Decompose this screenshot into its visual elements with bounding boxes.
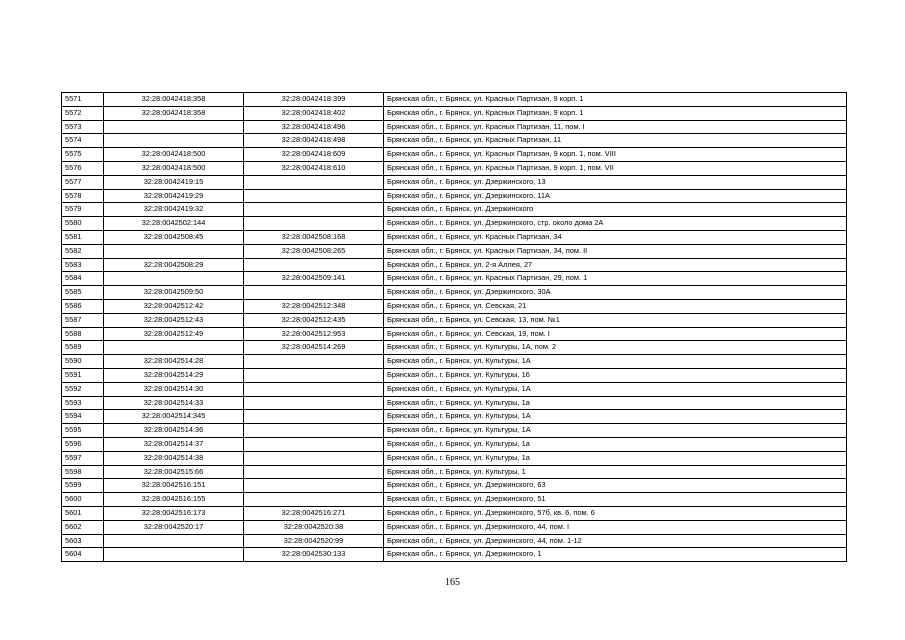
- address-cell: Брянская обл., г. Брянск, ул. Культуры, 1а: [384, 437, 847, 451]
- table-row: [62, 272, 847, 286]
- row-number-cell: 5578: [62, 189, 104, 203]
- row-number-cell: 5595: [62, 424, 104, 438]
- table-row: [62, 437, 847, 451]
- table-row: [62, 299, 847, 313]
- address-cell: Брянская обл., г. Брянск, ул. Дзержинского, 63: [384, 479, 847, 493]
- address-cell: Брянская обл., г. Брянск, ул. Дзержинского, стр. около дома 2А: [384, 217, 847, 231]
- cadastral-number-cell: 32:28:0042508:45: [104, 230, 244, 244]
- table-row: [62, 368, 847, 382]
- cadastral-number-cell: 32:28:0042514:37: [104, 437, 244, 451]
- address-cell: Брянская обл., г. Брянск, ул. Красных Партизан, 9 корп. 1: [384, 93, 847, 107]
- row-number-cell: 5601: [62, 506, 104, 520]
- row-number-cell: 5603: [62, 534, 104, 548]
- row-number-cell: 5594: [62, 410, 104, 424]
- row-number-cell: 5575: [62, 148, 104, 162]
- object-cadastral-number-cell: 32:28:0042418:402: [244, 106, 384, 120]
- cadastral-number-cell: 32:28:0042509:50: [104, 286, 244, 300]
- table-row: [62, 230, 847, 244]
- cadastral-number-cell: 32:28:0042418:500: [104, 161, 244, 175]
- table-row: [62, 382, 847, 396]
- page-number: 165: [445, 577, 460, 588]
- cadastral-number-cell: 32:28:0042502:144: [104, 217, 244, 231]
- address-cell: Брянская обл., г. Брянск, ул. Дзержинского, 30А: [384, 286, 847, 300]
- row-number-cell: 5591: [62, 368, 104, 382]
- cadastral-number-cell: 32:28:0042419:15: [104, 175, 244, 189]
- cadastral-number-cell: 32:28:0042520:17: [104, 520, 244, 534]
- object-cadastral-number-cell: [244, 217, 384, 231]
- cadastral-number-cell: 32:28:0042419:29: [104, 189, 244, 203]
- table-row: [62, 355, 847, 369]
- table-row: [62, 493, 847, 507]
- row-number-cell: 5574: [62, 134, 104, 148]
- object-cadastral-number-cell: [244, 382, 384, 396]
- row-number-cell: 5572: [62, 106, 104, 120]
- object-cadastral-number-cell: [244, 465, 384, 479]
- table-row: [62, 327, 847, 341]
- row-number-cell: 5586: [62, 299, 104, 313]
- cadastral-number-cell: 32:28:0042419:32: [104, 203, 244, 217]
- table-row: [62, 258, 847, 272]
- address-cell: Брянская обл., г. Брянск, ул. Дзержинского, 11А: [384, 189, 847, 203]
- cadastral-number-cell: 32:28:0042512:49: [104, 327, 244, 341]
- cadastral-number-cell: [104, 134, 244, 148]
- address-cell: Брянская обл., г. Брянск, ул. Культуры, 1а: [384, 396, 847, 410]
- object-cadastral-number-cell: 32:28:0042418:610: [244, 161, 384, 175]
- object-cadastral-number-cell: [244, 189, 384, 203]
- cadastral-number-cell: 32:28:0042514:36: [104, 424, 244, 438]
- cadastral-number-cell: 32:28:0042418:358: [104, 93, 244, 107]
- object-cadastral-number-cell: [244, 203, 384, 217]
- cadastral-number-cell: 32:28:0042515:66: [104, 465, 244, 479]
- address-cell: Брянская обл., г. Брянск, ул. Дзержинского: [384, 203, 847, 217]
- address-cell: Брянская обл., г. Брянск, ул. Красных Партизан, 34, пом. II: [384, 244, 847, 258]
- table-row: [62, 424, 847, 438]
- table-row: [62, 313, 847, 327]
- table-row: [62, 465, 847, 479]
- row-number-cell: 5579: [62, 203, 104, 217]
- table-row: [62, 161, 847, 175]
- row-number-cell: 5581: [62, 230, 104, 244]
- row-number-cell: 5589: [62, 341, 104, 355]
- address-cell: Брянская обл., г. Брянск, ул. Красных Партизан, 34: [384, 230, 847, 244]
- cadastral-number-cell: 32:28:0042418:500: [104, 148, 244, 162]
- object-cadastral-number-cell: [244, 396, 384, 410]
- address-cell: Брянская обл., г. Брянск, ул. Красных Партизан, 11: [384, 134, 847, 148]
- cadastral-number-cell: 32:28:0042514:29: [104, 368, 244, 382]
- object-cadastral-number-cell: [244, 437, 384, 451]
- address-cell: Брянская обл., г. Брянск, ул. 2-я Аллея, 27: [384, 258, 847, 272]
- cadastral-number-cell: [104, 272, 244, 286]
- table-row: [62, 506, 847, 520]
- cadastral-number-cell: 32:28:0042516:151: [104, 479, 244, 493]
- address-cell: Брянская обл., г. Брянск, ул. Дзержинского, 57б, кв. 6, пом. 6: [384, 506, 847, 520]
- object-cadastral-number-cell: 32:28:0042516:271: [244, 506, 384, 520]
- object-cadastral-number-cell: 32:28:0042512:348: [244, 299, 384, 313]
- table-row: [62, 148, 847, 162]
- object-cadastral-number-cell: [244, 355, 384, 369]
- object-cadastral-number-cell: 32:28:0042530:133: [244, 548, 384, 562]
- row-number-cell: 5600: [62, 493, 104, 507]
- address-cell: Брянская обл., г. Брянск, ул. Красных Партизан, 29, пом. 1: [384, 272, 847, 286]
- address-cell: Брянская обл., г. Брянск, ул. Культуры, 1А: [384, 424, 847, 438]
- object-cadastral-number-cell: [244, 424, 384, 438]
- row-number-cell: 5582: [62, 244, 104, 258]
- cadastral-number-cell: 32:28:0042516:173: [104, 506, 244, 520]
- object-cadastral-number-cell: 32:28:0042418:609: [244, 148, 384, 162]
- object-cadastral-number-cell: 32:28:0042418:496: [244, 120, 384, 134]
- object-cadastral-number-cell: 32:28:0042520:99: [244, 534, 384, 548]
- registry-table-body: [62, 93, 847, 562]
- object-cadastral-number-cell: 32:28:0042520:38: [244, 520, 384, 534]
- address-cell: Брянская обл., г. Брянск, ул. Культуры, 1А: [384, 382, 847, 396]
- object-cadastral-number-cell: 32:28:0042514:269: [244, 341, 384, 355]
- cadastral-number-cell: 32:28:0042514:345: [104, 410, 244, 424]
- cadastral-number-cell: 32:28:0042508:29: [104, 258, 244, 272]
- row-number-cell: 5571: [62, 93, 104, 107]
- object-cadastral-number-cell: 32:28:0042418:498: [244, 134, 384, 148]
- object-cadastral-number-cell: 32:28:0042418:399: [244, 93, 384, 107]
- table-row: [62, 106, 847, 120]
- table-row: [62, 189, 847, 203]
- table-row: [62, 451, 847, 465]
- object-cadastral-number-cell: [244, 175, 384, 189]
- object-cadastral-number-cell: 32:28:0042512:435: [244, 313, 384, 327]
- row-number-cell: 5576: [62, 161, 104, 175]
- address-cell: Брянская обл., г. Брянск, ул. Севская, 19, пом. I: [384, 327, 847, 341]
- cadastral-number-cell: 32:28:0042514:33: [104, 396, 244, 410]
- row-number-cell: 5598: [62, 465, 104, 479]
- cadastral-number-cell: [104, 244, 244, 258]
- row-number-cell: 5596: [62, 437, 104, 451]
- table-row: [62, 244, 847, 258]
- row-number-cell: 5583: [62, 258, 104, 272]
- cadastral-number-cell: 32:28:0042514:30: [104, 382, 244, 396]
- table-row: [62, 217, 847, 231]
- table-row: [62, 203, 847, 217]
- address-cell: Брянская обл., г. Брянск, ул. Красных Партизан, 9 корп. 1, пом. VII: [384, 161, 847, 175]
- address-cell: Брянская обл., г. Брянск, ул. Культуры, 1а: [384, 451, 847, 465]
- table-row: [62, 548, 847, 562]
- table-row: [62, 286, 847, 300]
- row-number-cell: 5577: [62, 175, 104, 189]
- object-cadastral-number-cell: [244, 258, 384, 272]
- object-cadastral-number-cell: 32:28:0042509:141: [244, 272, 384, 286]
- address-cell: Брянская обл., г. Брянск, ул. Дзержинского, 44, пом. I: [384, 520, 847, 534]
- table-row: [62, 341, 847, 355]
- address-cell: Брянская обл., г. Брянск, ул. Культуры, 16: [384, 368, 847, 382]
- address-cell: Брянская обл., г. Брянск, ул. Дзержинского, 13: [384, 175, 847, 189]
- row-number-cell: 5588: [62, 327, 104, 341]
- table-row: [62, 520, 847, 534]
- table-row: [62, 534, 847, 548]
- address-cell: Брянская обл., г. Брянск, ул. Культуры, 1А: [384, 355, 847, 369]
- cadastral-number-cell: [104, 548, 244, 562]
- object-cadastral-number-cell: [244, 493, 384, 507]
- cadastral-number-cell: [104, 341, 244, 355]
- address-cell: Брянская обл., г. Брянск, ул. Дзержинского, 51: [384, 493, 847, 507]
- row-number-cell: 5602: [62, 520, 104, 534]
- row-number-cell: 5593: [62, 396, 104, 410]
- row-number-cell: 5585: [62, 286, 104, 300]
- address-cell: Брянская обл., г. Брянск, ул. Севская, 21: [384, 299, 847, 313]
- address-cell: Брянская обл., г. Брянск, ул. Красных Партизан, 9 корп. 1: [384, 106, 847, 120]
- row-number-cell: 5604: [62, 548, 104, 562]
- row-number-cell: 5597: [62, 451, 104, 465]
- address-cell: Брянская обл., г. Брянск, ул. Красных Партизан, 11, пом. I: [384, 120, 847, 134]
- table-row: [62, 175, 847, 189]
- address-cell: Брянская обл., г. Брянск, ул. Севская, 13, пом. №1: [384, 313, 847, 327]
- row-number-cell: 5580: [62, 217, 104, 231]
- row-number-cell: 5592: [62, 382, 104, 396]
- address-cell: Брянская обл., г. Брянск, ул. Дзержинского, 44, пом. 1-12: [384, 534, 847, 548]
- row-number-cell: 5587: [62, 313, 104, 327]
- cadastral-number-cell: 32:28:0042516:155: [104, 493, 244, 507]
- cadastral-number-cell: 32:28:0042512:43: [104, 313, 244, 327]
- object-cadastral-number-cell: 32:28:0042512:953: [244, 327, 384, 341]
- object-cadastral-number-cell: [244, 368, 384, 382]
- row-number-cell: 5599: [62, 479, 104, 493]
- row-number-cell: 5573: [62, 120, 104, 134]
- table-row: [62, 134, 847, 148]
- cadastral-number-cell: [104, 120, 244, 134]
- object-cadastral-number-cell: [244, 410, 384, 424]
- object-cadastral-number-cell: 32:28:0042508:168: [244, 230, 384, 244]
- table-row: [62, 120, 847, 134]
- object-cadastral-number-cell: [244, 286, 384, 300]
- row-number-cell: 5584: [62, 272, 104, 286]
- registry-table: [61, 92, 847, 562]
- object-cadastral-number-cell: 32:28:0042508:265: [244, 244, 384, 258]
- table-row: [62, 396, 847, 410]
- cadastral-number-cell: [104, 534, 244, 548]
- table-row: [62, 410, 847, 424]
- cadastral-number-cell: 32:28:0042514:28: [104, 355, 244, 369]
- address-cell: Брянская обл., г. Брянск, ул. Культуры, 1А: [384, 410, 847, 424]
- table-row: [62, 93, 847, 107]
- object-cadastral-number-cell: [244, 479, 384, 493]
- row-number-cell: 5590: [62, 355, 104, 369]
- address-cell: Брянская обл., г. Брянск, ул. Культуры, 1А, пом. 2: [384, 341, 847, 355]
- cadastral-number-cell: 32:28:0042514:38: [104, 451, 244, 465]
- cadastral-number-cell: 32:28:0042418:358: [104, 106, 244, 120]
- address-cell: Брянская обл., г. Брянск, ул. Культуры, 1: [384, 465, 847, 479]
- object-cadastral-number-cell: [244, 451, 384, 465]
- table-row: [62, 479, 847, 493]
- address-cell: Брянская обл., г. Брянск, ул. Красных Партизан, 9 корп. 1, пом. VIII: [384, 148, 847, 162]
- cadastral-number-cell: 32:28:0042512:42: [104, 299, 244, 313]
- address-cell: Брянская обл., г. Брянск, ул. Дзержинского, 1: [384, 548, 847, 562]
